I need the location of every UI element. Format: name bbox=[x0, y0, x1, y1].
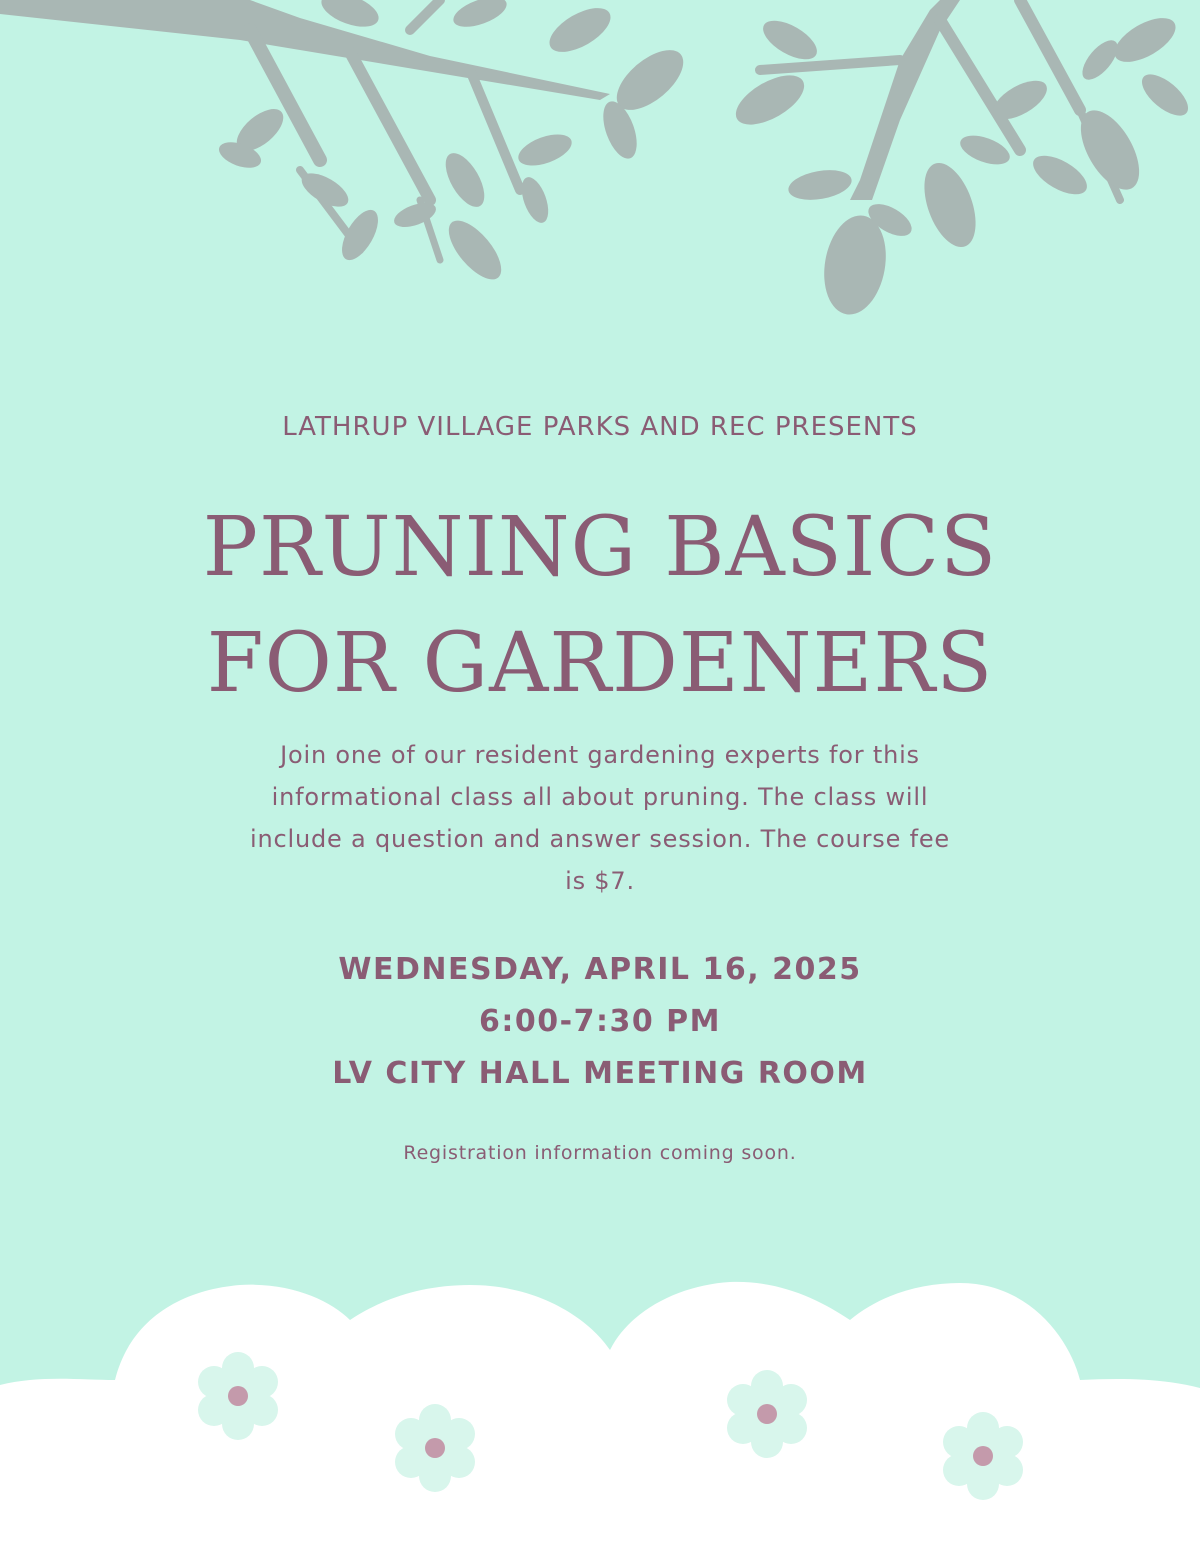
event-time: 6:00-7:30 PM bbox=[479, 1004, 721, 1039]
presenter-line: LATHRUP VILLAGE PARKS AND REC PRESENTS bbox=[282, 412, 918, 442]
title-line-2: FOR GARDENERS bbox=[206, 616, 994, 711]
event-location: LV CITY HALL MEETING ROOM bbox=[332, 1056, 868, 1091]
page-title bbox=[0, 490, 1200, 722]
event-details bbox=[0, 944, 1200, 1100]
registration-note: Registration information coming soon. bbox=[403, 1142, 797, 1164]
cloud-illustration bbox=[0, 1282, 1200, 1553]
title-line-1: PRUNING BASICS bbox=[202, 500, 998, 595]
event-description: Join one of our resident gardening experts for this informational class all about pruning. The class will include a question and answer session. The course fee is $7. bbox=[250, 741, 950, 895]
event-date: WEDNESDAY, APRIL 16, 2025 bbox=[338, 952, 862, 987]
tree-branch-illustration bbox=[0, 0, 1195, 319]
